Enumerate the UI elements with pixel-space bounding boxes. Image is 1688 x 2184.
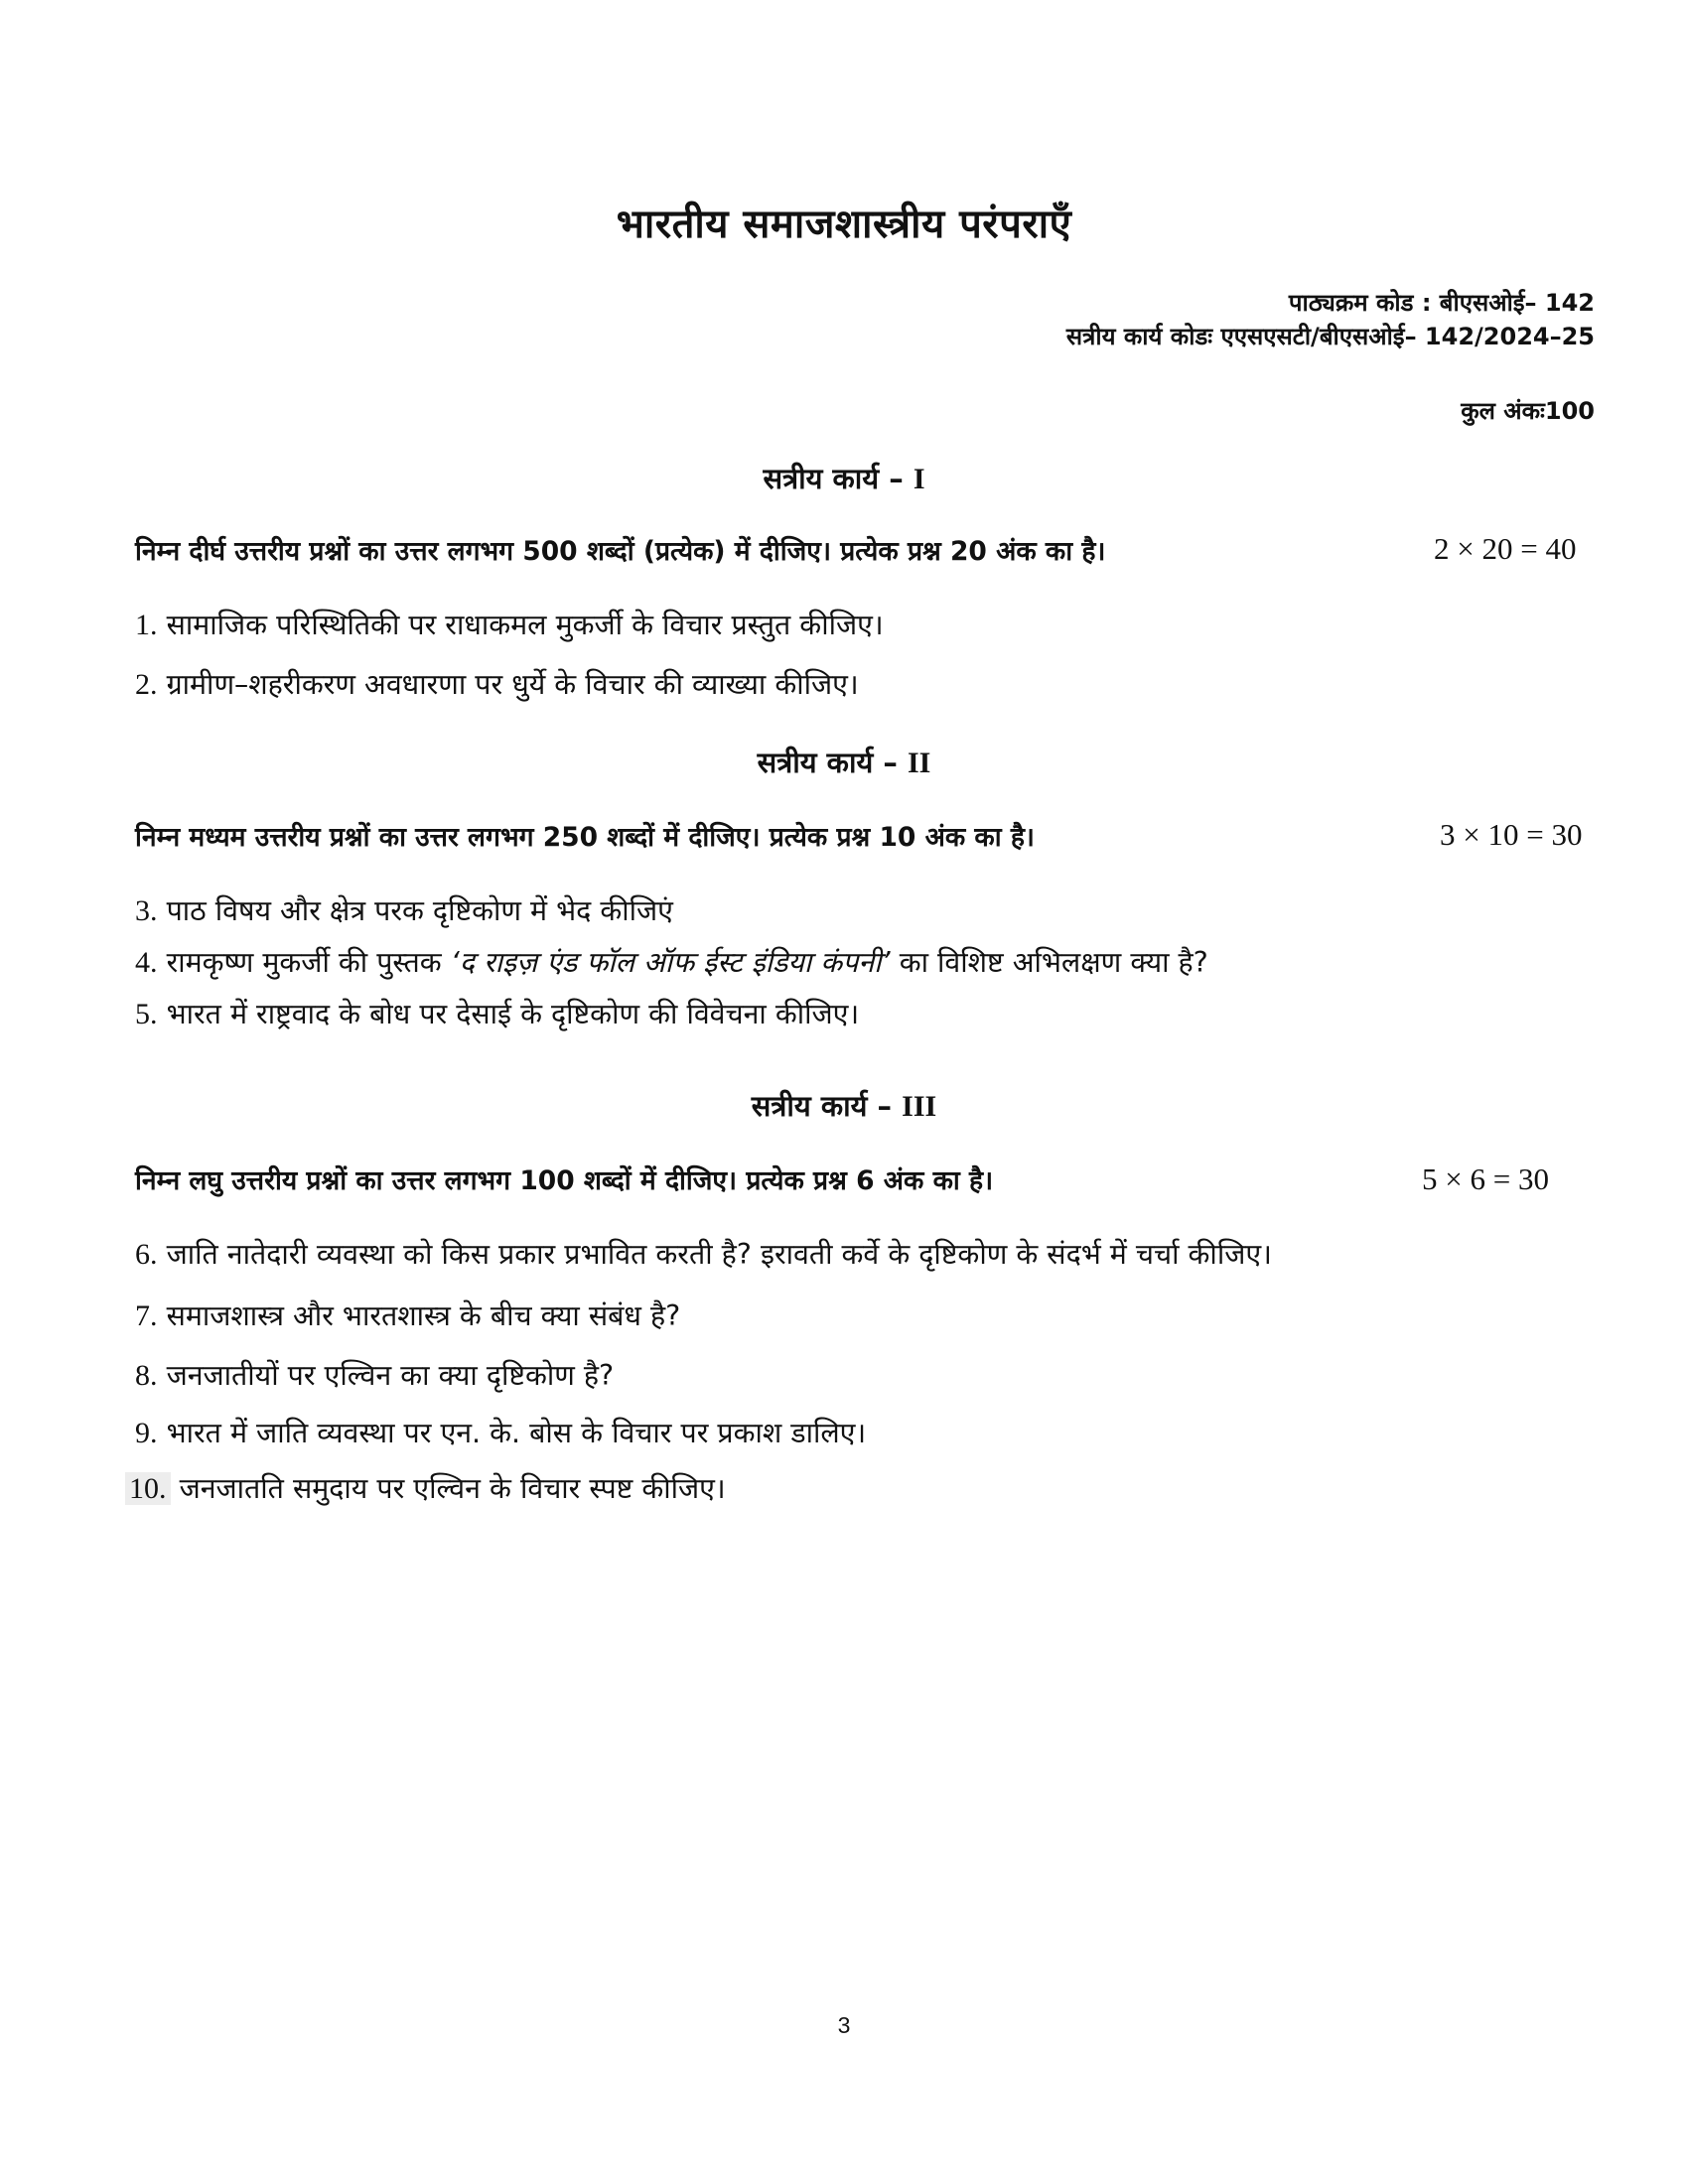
question-text: सामाजिक परिस्थितिकी पर राधाकमल मुकर्जी के विचार प्रस्तुत कीजिए।	[166, 609, 884, 641]
question-text: पाठ विषय और क्षेत्र परक दृष्टिकोण में भेद कीजिएं	[166, 894, 673, 927]
question-number: 9.	[135, 1417, 158, 1449]
question-text: रामकृष्ण मुकर्जी की पुस्तक	[166, 946, 442, 979]
question-6	[135, 1235, 1272, 1273]
question-text: भारत में राष्ट्रवाद के बोध पर देसाई के दृष्टिकोण की विवेचना कीजिए।	[166, 998, 860, 1030]
question-text: समाजशास्त्र और भारतशास्त्र के बीच क्या संबंध है?	[166, 1299, 681, 1332]
section-marks-1: 2 × 20 = 40	[1434, 531, 1577, 566]
question-3	[135, 891, 673, 929]
question-text: ग्रामीण–शहरीकरण अवधारणा पर धुर्ये के विचार की व्याख्या कीजिए।	[166, 668, 859, 701]
section-heading-3	[0, 1086, 1688, 1125]
question-2	[135, 665, 859, 703]
question-number: 8.	[135, 1359, 158, 1392]
section-instruction-3: निम्न लघु उत्तरीय प्रश्नों का उत्तर लगभग 100 शब्दों में दीजिए। प्रत्येक प्रश्न 6 अंक का है।	[135, 1165, 994, 1196]
question-number: 5.	[135, 998, 158, 1030]
page-number: 3	[837, 2012, 851, 2038]
section-heading-1	[0, 459, 1688, 497]
question-number: 6.	[135, 1238, 158, 1271]
section-heading-label: सत्रीय कार्य –	[763, 462, 904, 495]
question-text: का विशिष्ट अभिलक्षण क्या है?	[899, 946, 1208, 979]
assignment-code: सत्रीय कार्य कोडः एएसएसटी/बीएसओई– 142/2024–25	[1065, 323, 1595, 350]
section-marks-3: 5 × 6 = 30	[1422, 1161, 1549, 1196]
section-instruction-1: निम्न दीर्घ उत्तरीय प्रश्नों का उत्तर लगभग 500 शब्दों (प्रत्येक) में दीजिए। प्रत्येक प्रश्न 20 अंक का है।	[135, 536, 1106, 567]
question-text: जनजातति समुदाय पर एल्विन के विचार स्पष्ट कीजिए।	[179, 1472, 726, 1505]
question-8	[135, 1356, 614, 1394]
section-heading-label: सत्रीय कार्य –	[751, 1089, 893, 1123]
total-marks: कुल अंकः100	[1461, 397, 1595, 425]
section-heading-roman: II	[908, 747, 931, 779]
question-1	[135, 606, 884, 643]
question-number: 2.	[135, 668, 158, 701]
question-4	[135, 943, 1208, 981]
book-title: ‘द राइज़ एंड फॉल ऑफ ईस्ट इंडिया कंपनी’	[450, 946, 891, 979]
question-number: 1.	[135, 609, 158, 641]
question-number: 4.	[135, 946, 158, 979]
question-10	[125, 1469, 726, 1507]
document-title: भारतीय समाजशास्त्रीय परंपराएँ	[616, 202, 1072, 247]
question-text: जनजातीयों पर एल्विन का क्या दृष्टिकोण है?	[166, 1359, 615, 1392]
section-marks-2: 3 × 10 = 30	[1440, 817, 1583, 852]
question-7	[135, 1297, 680, 1334]
section-heading-roman: III	[902, 1090, 937, 1123]
question-text: जाति नातेदारी व्यवस्था को किस प्रकार प्रभावित करती है? इरावती कर्वे के दृष्टिकोण के संदर्भ में चर्चा कीजिए।	[166, 1238, 1272, 1271]
question-text: भारत में जाति व्यवस्था पर एन. के. बोस के विचार पर प्रकाश डालिए।	[166, 1417, 867, 1449]
question-number: 7.	[135, 1299, 158, 1332]
section-instruction-2: निम्न मध्यम उत्तरीय प्रश्नों का उत्तर लगभग 250 शब्दों में दीजिए। प्रत्येक प्रश्न 10 अंक का है।	[135, 822, 1035, 853]
section-heading-roman: I	[913, 463, 925, 495]
question-5	[135, 995, 859, 1032]
question-number: 3.	[135, 894, 158, 927]
course-code: पाठ्यक्रम कोड : बीएसओई– 142	[1288, 289, 1595, 317]
section-heading-label: सत्रीय कार्य –	[757, 746, 898, 779]
question-9	[135, 1414, 866, 1451]
question-number: 10.	[125, 1472, 171, 1505]
section-heading-2	[0, 743, 1688, 781]
